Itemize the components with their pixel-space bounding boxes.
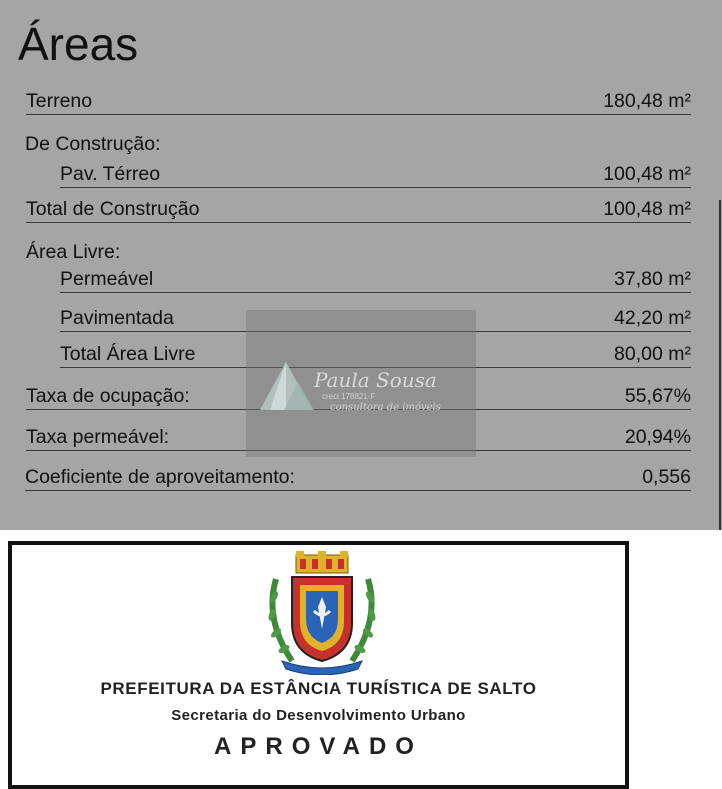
- city-coat-of-arms-icon: [262, 549, 382, 675]
- row-label: Terreno: [26, 90, 93, 112]
- row-de-construcao: [25, 131, 690, 157]
- row-label: Área Livre:: [26, 241, 121, 263]
- row-label: Pav. Térreo: [60, 163, 161, 185]
- stamp-secretaria: Secretaria do Desenvolvimento Urbano: [171, 707, 466, 724]
- watermark-creci: creci 178821-F: [322, 392, 376, 401]
- row-pav-terreo: [60, 161, 691, 188]
- panel-edge-line: [719, 200, 721, 530]
- row-value: 0,556: [642, 466, 691, 488]
- row-label: Pavimentada: [60, 307, 174, 329]
- row-label: De Construção:: [25, 133, 161, 155]
- row-terreno: [26, 88, 691, 115]
- watermark: [246, 310, 476, 457]
- watermark-name: Paula Sousa: [314, 368, 437, 392]
- stamp-aprovado: APROVADO: [214, 733, 423, 760]
- row-value: 100,48 m²: [603, 163, 691, 185]
- row-permeavel: [60, 266, 691, 293]
- row-value: 55,67%: [624, 385, 691, 407]
- row-area-livre: [26, 239, 691, 265]
- row-label: Taxa permeável:: [26, 426, 170, 448]
- row-label: Coeficiente de aproveitamento:: [25, 466, 295, 488]
- mountain-logo-icon: [258, 360, 318, 412]
- row-total-construcao: [26, 196, 691, 223]
- page-title: Áreas: [18, 18, 139, 70]
- row-label: Taxa de ocupação:: [26, 385, 190, 407]
- stamp-prefeitura: PREFEITURA DA ESTÂNCIA TURÍSTICA DE SALTO: [100, 679, 537, 698]
- row-value: 100,48 m²: [603, 198, 691, 220]
- row-label: Permeável: [60, 268, 154, 290]
- watermark-subtitle: consultora de imóveis: [330, 402, 441, 413]
- row-value: 37,80 m²: [614, 268, 691, 290]
- row-value: 80,00 m²: [614, 343, 691, 365]
- approval-stamp: [8, 541, 629, 789]
- row-value: 20,94%: [624, 426, 691, 448]
- row-coeficiente: [25, 464, 691, 491]
- row-value: 180,48 m²: [603, 90, 691, 112]
- row-label: Total de Construção: [26, 198, 200, 220]
- row-label: Total Área Livre: [60, 343, 196, 365]
- row-value: 42,20 m²: [614, 307, 691, 329]
